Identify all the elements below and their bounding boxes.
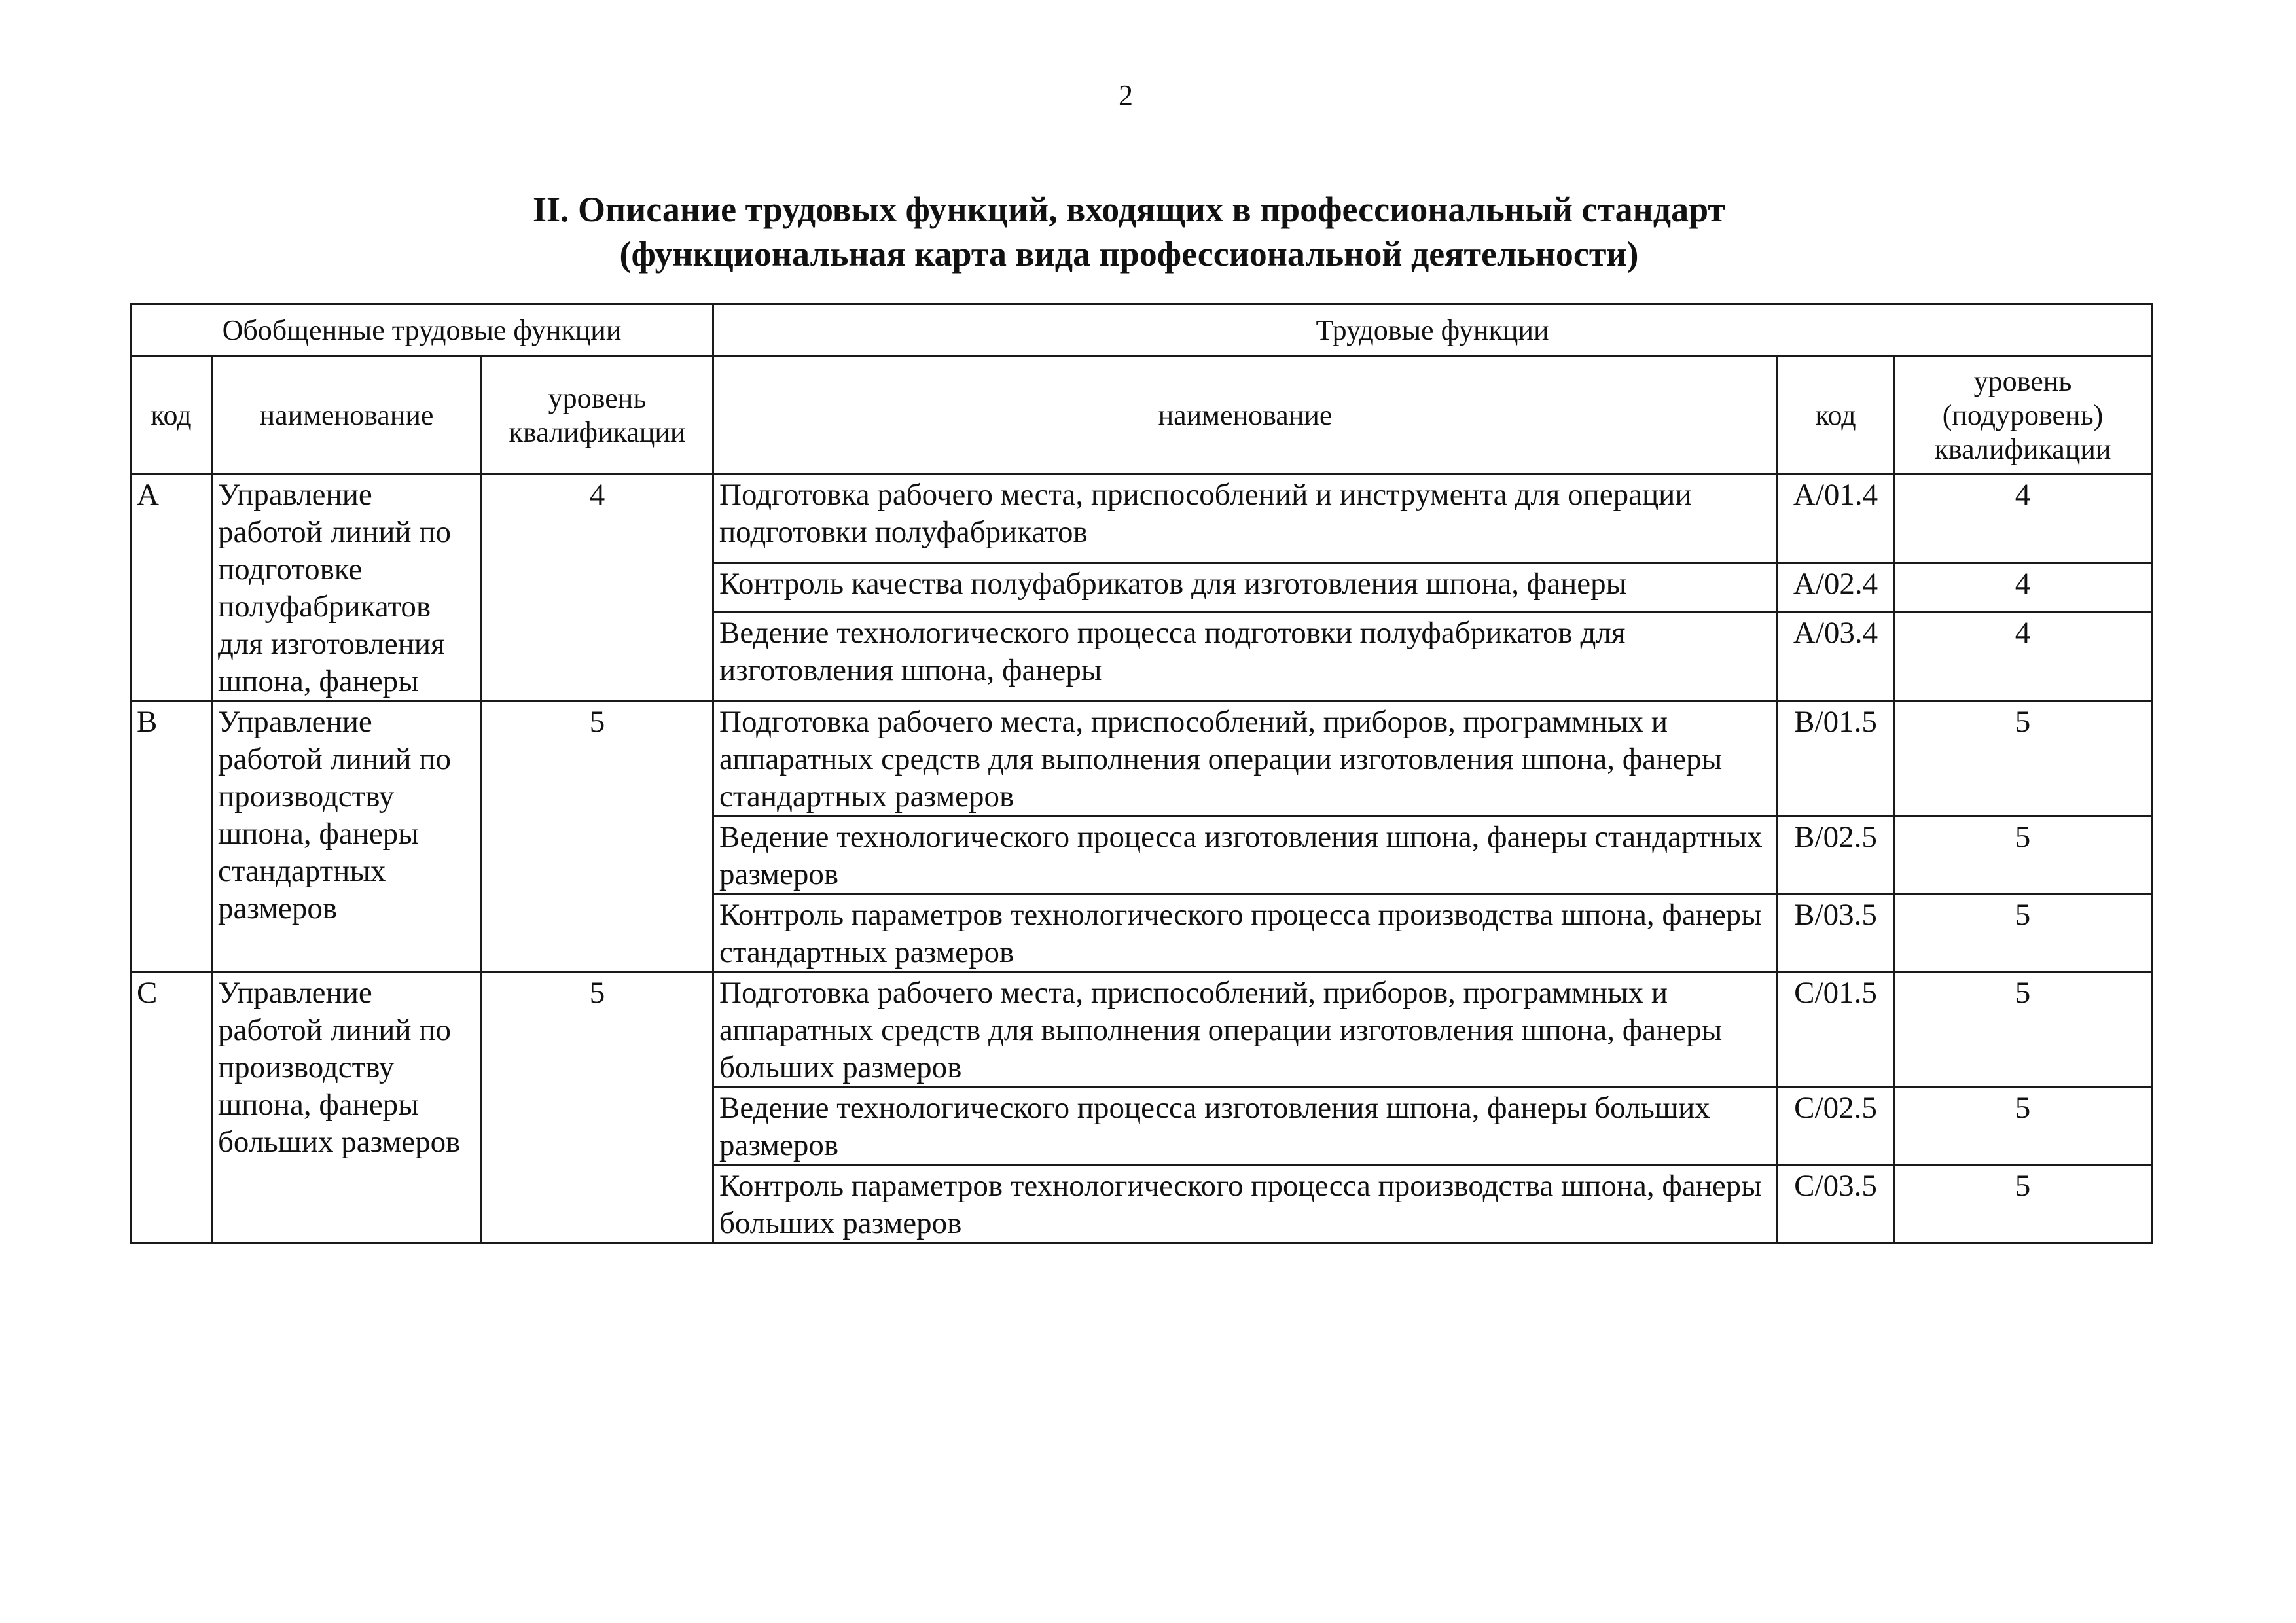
function-level: 5 bbox=[1894, 1088, 2152, 1166]
function-name: Контроль параметров технологического процесса производства шпона, фанеры стандартных размеров bbox=[713, 895, 1778, 972]
column-header-code: код bbox=[131, 356, 212, 474]
page-title bbox=[0, 187, 2258, 276]
page-number: 2 bbox=[1119, 79, 1133, 111]
group-code: C bbox=[131, 972, 212, 1243]
function-code: B/01.5 bbox=[1778, 702, 1894, 817]
column-header-tf-name: наименование bbox=[713, 356, 1778, 474]
generalized-functions-header: Обобщенные трудовые функции bbox=[131, 304, 713, 356]
function-level: 5 bbox=[1894, 1166, 2152, 1243]
function-name: Подготовка рабочего места, приспособлений, приборов, программных и аппаратных средств для выполнения операции изготовления шпона, фанеры стандартных размеров bbox=[713, 702, 1778, 817]
function-code: C/02.5 bbox=[1778, 1088, 1894, 1166]
function-name: Контроль параметров технологического процесса производства шпона, фанеры больших размеров bbox=[713, 1166, 1778, 1243]
function-level: 4 bbox=[1894, 563, 2152, 612]
group-code: B bbox=[131, 702, 212, 972]
function-code: A/01.4 bbox=[1778, 474, 1894, 563]
function-level: 5 bbox=[1894, 702, 2152, 817]
group-level: 5 bbox=[482, 972, 713, 1243]
column-header-tf-level: уровень (подуровень) квалификации bbox=[1894, 356, 2152, 474]
function-level: 5 bbox=[1894, 817, 2152, 895]
function-name: Ведение технологического процесса подготовки полуфабрикатов для изготовления шпона, фанеры bbox=[713, 613, 1778, 702]
function-code: C/01.5 bbox=[1778, 972, 1894, 1088]
function-name: Контроль качества полуфабрикатов для изготовления шпона, фанеры bbox=[713, 563, 1778, 612]
title-line-2: (функциональная карта вида профессиональной деятельности) bbox=[619, 234, 1639, 274]
function-level: 4 bbox=[1894, 474, 2152, 563]
group-name: Управление работой линий по производству шпона, фанеры больших размеров bbox=[212, 972, 482, 1243]
function-level: 5 bbox=[1894, 972, 2152, 1088]
table-group-header-row bbox=[131, 304, 2152, 356]
title-line-1: II. Описание трудовых функций, входящих в профессиональный стандарт bbox=[533, 190, 1725, 229]
function-code: B/02.5 bbox=[1778, 817, 1894, 895]
column-header-tf-code: код bbox=[1778, 356, 1894, 474]
function-level: 5 bbox=[1894, 895, 2152, 972]
group-code: A bbox=[131, 474, 212, 702]
function-level: 4 bbox=[1894, 613, 2152, 702]
function-code: B/03.5 bbox=[1778, 895, 1894, 972]
function-code: A/02.4 bbox=[1778, 563, 1894, 612]
functional-map-table bbox=[130, 303, 2153, 1244]
function-name: Ведение технологического процесса изготовления шпона, фанеры стандартных размеров bbox=[713, 817, 1778, 895]
group-level: 4 bbox=[482, 474, 713, 702]
table-row bbox=[131, 702, 2152, 817]
function-code: C/03.5 bbox=[1778, 1166, 1894, 1243]
column-header-level: уровень квалификации bbox=[482, 356, 713, 474]
function-code: A/03.4 bbox=[1778, 613, 1894, 702]
group-level: 5 bbox=[482, 702, 713, 972]
group-name: Управление работой линий по производству шпона, фанеры стандартных размеров bbox=[212, 702, 482, 972]
table-column-header-row bbox=[131, 356, 2152, 474]
function-name: Ведение технологического процесса изготовления шпона, фанеры больших размеров bbox=[713, 1088, 1778, 1166]
group-name: Управление работой линий по подготовке полуфабрикатов для изготовления шпона, фанеры bbox=[212, 474, 482, 702]
table-row bbox=[131, 474, 2152, 563]
function-name: Подготовка рабочего места, приспособлений и инструмента для операции подготовки полуфабрикатов bbox=[713, 474, 1778, 563]
function-name: Подготовка рабочего места, приспособлений, приборов, программных и аппаратных средств для выполнения операции изготовления шпона, фанеры больших размеров bbox=[713, 972, 1778, 1088]
column-header-name: наименование bbox=[212, 356, 482, 474]
table-row bbox=[131, 972, 2152, 1088]
labor-functions-header: Трудовые функции bbox=[713, 304, 2152, 356]
